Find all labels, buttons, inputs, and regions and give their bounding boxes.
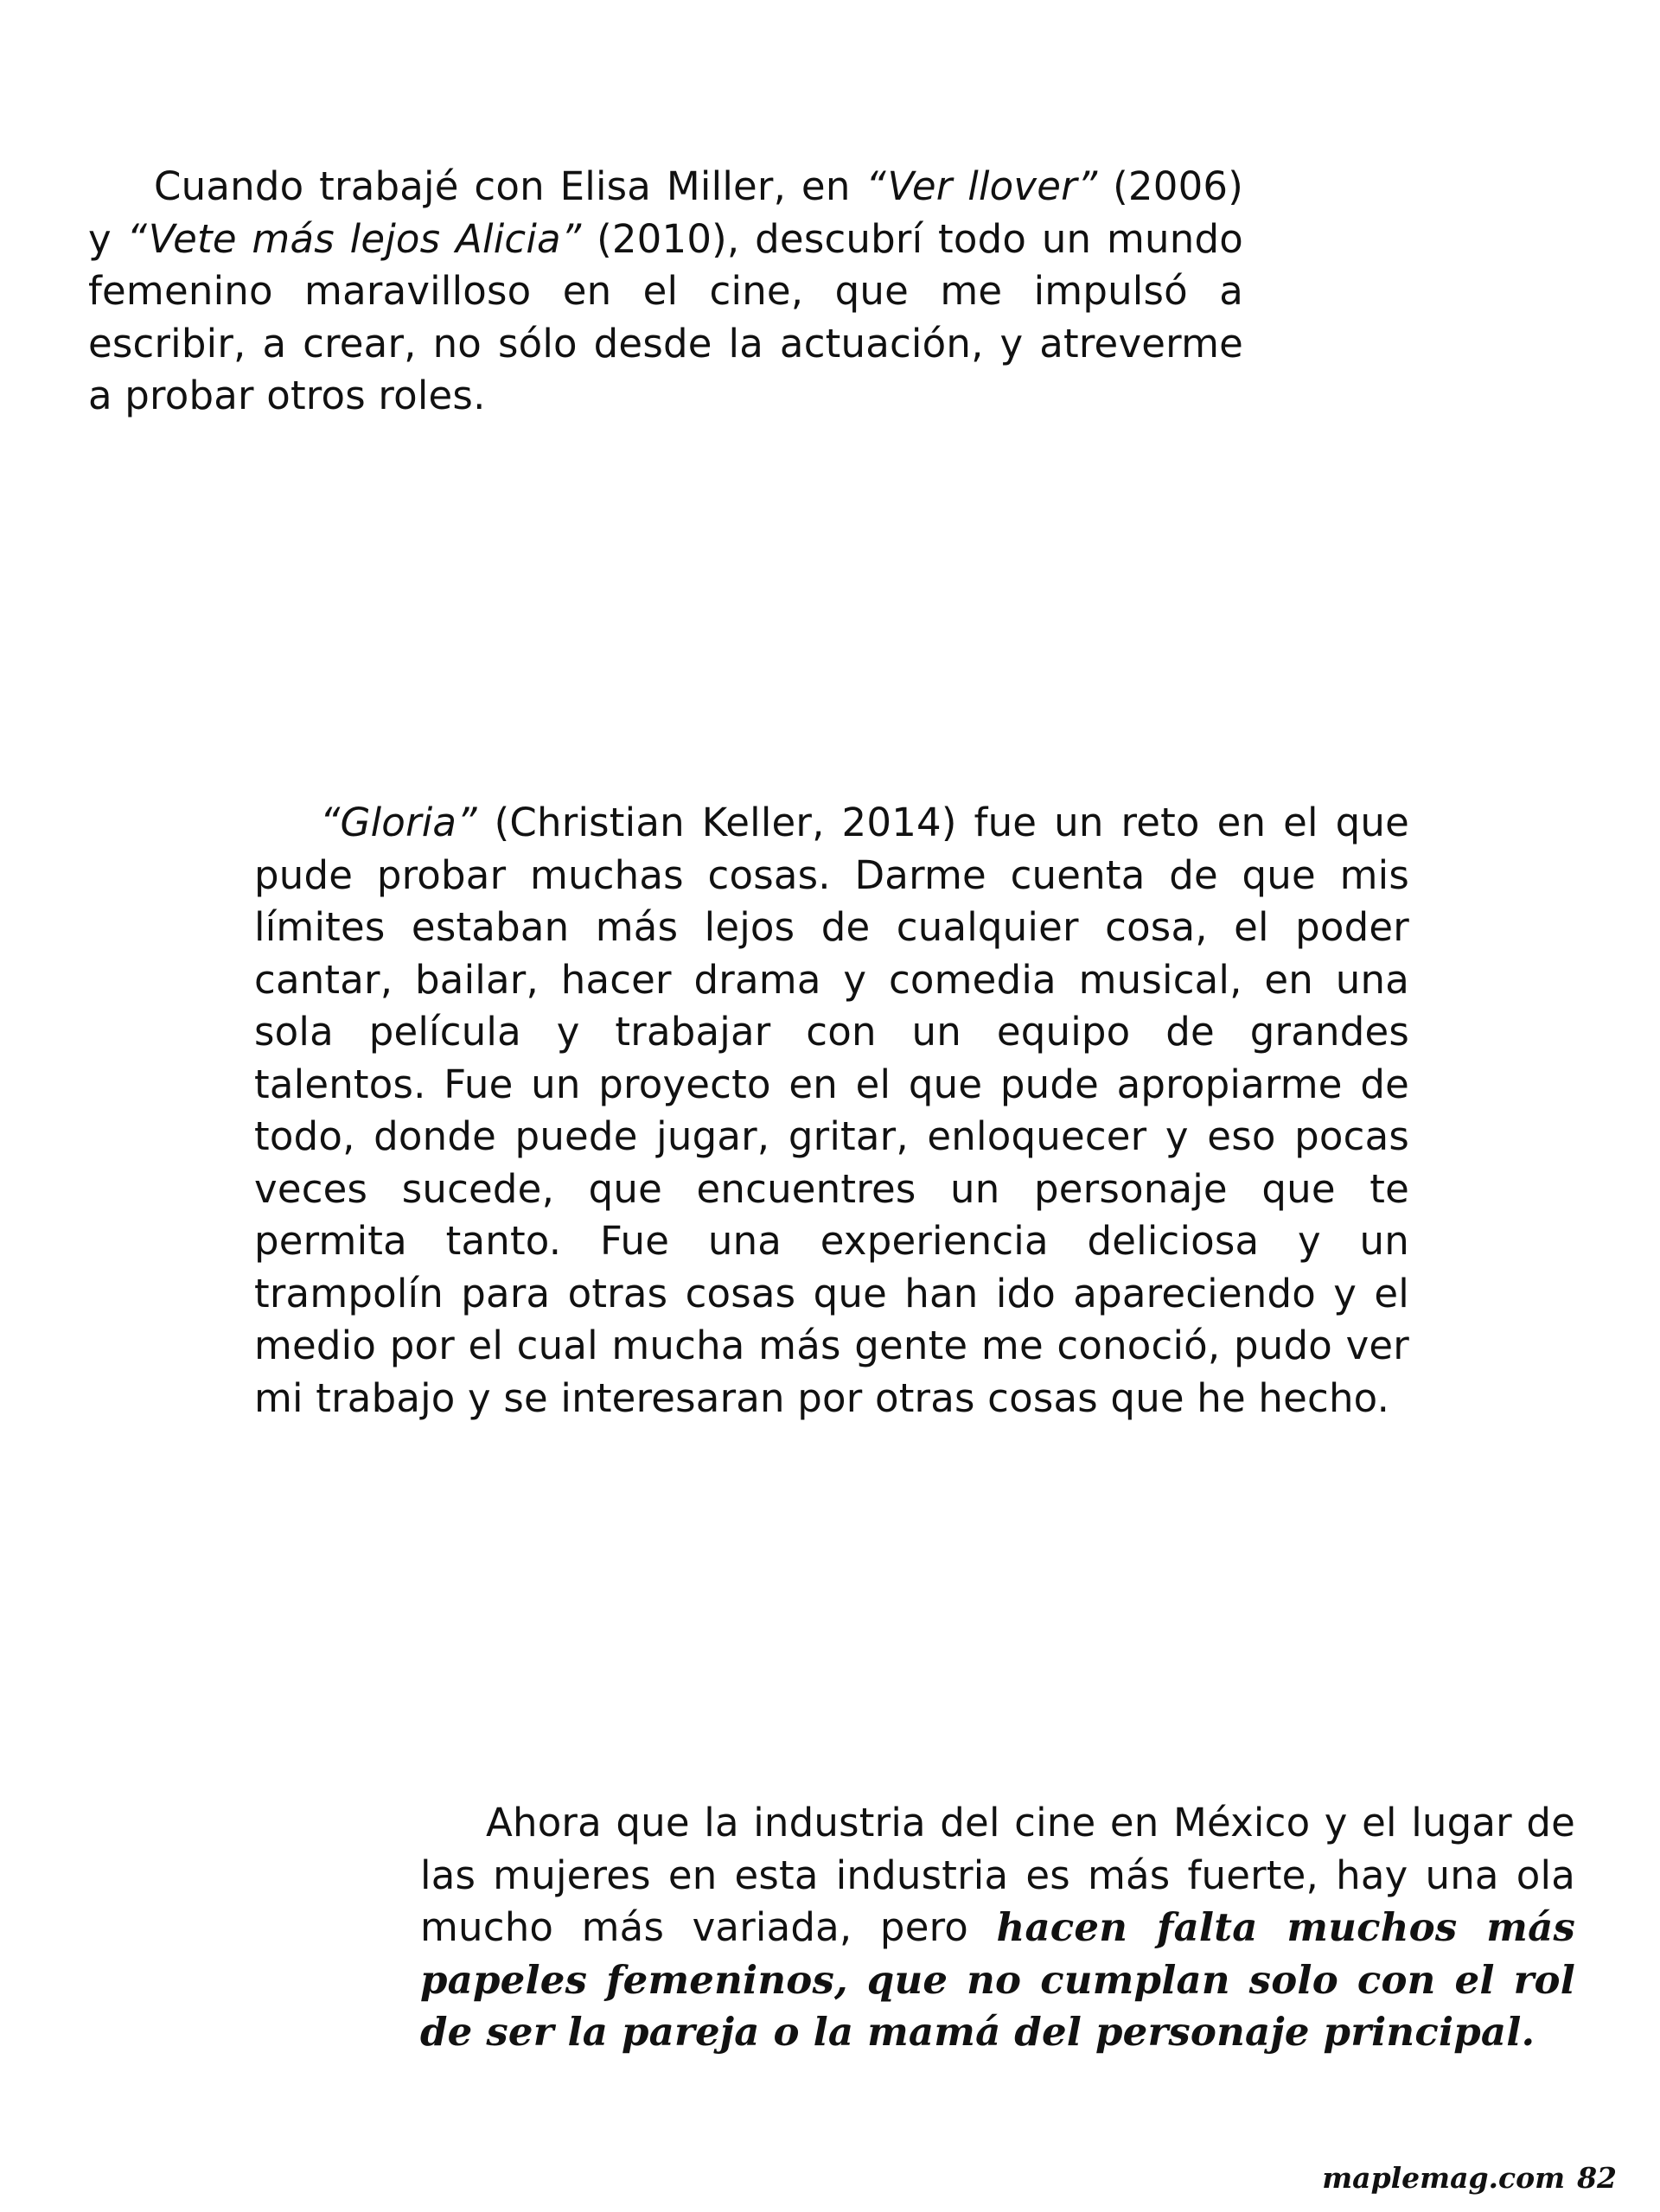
paragraph-text: Ahora que la industria del cine en México y el lugar de las mujeres en esta industria es más fuerte, hay una ola mucho más variada, pero (420, 1800, 1575, 1950)
footer-site: maplemag.com (1322, 2161, 1566, 2195)
paragraph-text: (2006) y (88, 163, 1243, 262)
film-title-gloria: “Gloria” (320, 800, 477, 845)
page-number: 82 (1577, 2161, 1617, 2195)
paragraph-gloria (254, 797, 1409, 1425)
film-title-ver-llover: “Ver llover” (865, 163, 1098, 209)
paragraph-text: Cuando trabajé con Elisa Miller, en (154, 163, 866, 209)
emphasis-quote: hacen falta muchos más papeles femeninos, que no cumplan solo con el rol de ser la pareja o la mamá del personaje principal. (420, 1904, 1575, 2055)
paragraph-elisa-miller (88, 161, 1243, 423)
page-footer (1322, 2161, 1617, 2196)
paragraph-text: (Christian Keller, 2014) fue un reto en el que pude probar muchas cosas. Darme cuenta de que mis límites estaban más lejos de cualquier cosa, el poder cantar, bailar, hacer drama y comedia musical, en una sola película y trabajar con un equipo de grandes talentos. Fue un proyecto en el que pude apropiarme de todo, donde puede jugar, gritar, enloquecer y eso pocas veces sucede, que encuentres un personaje que te permita tanto. Fue una experiencia deliciosa y un trampolín para otras cosas que han ido apareciendo y el medio por el cual mucha más gente me conoció, pudo ver mi trabajo y se interesaran por otras cosas que he hecho. (254, 800, 1409, 1421)
film-title-vete-mas-lejos-alicia: “Vete más lejos Alicia” (126, 215, 582, 262)
paragraph-text: (2010), descubrí todo un mundo femenino maravilloso en el cine, que me impulsó a escribir, a crear, no sólo desde la actuación, y atreverme a probar otros roles. (88, 215, 1243, 418)
paragraph-industria (420, 1797, 1575, 2059)
